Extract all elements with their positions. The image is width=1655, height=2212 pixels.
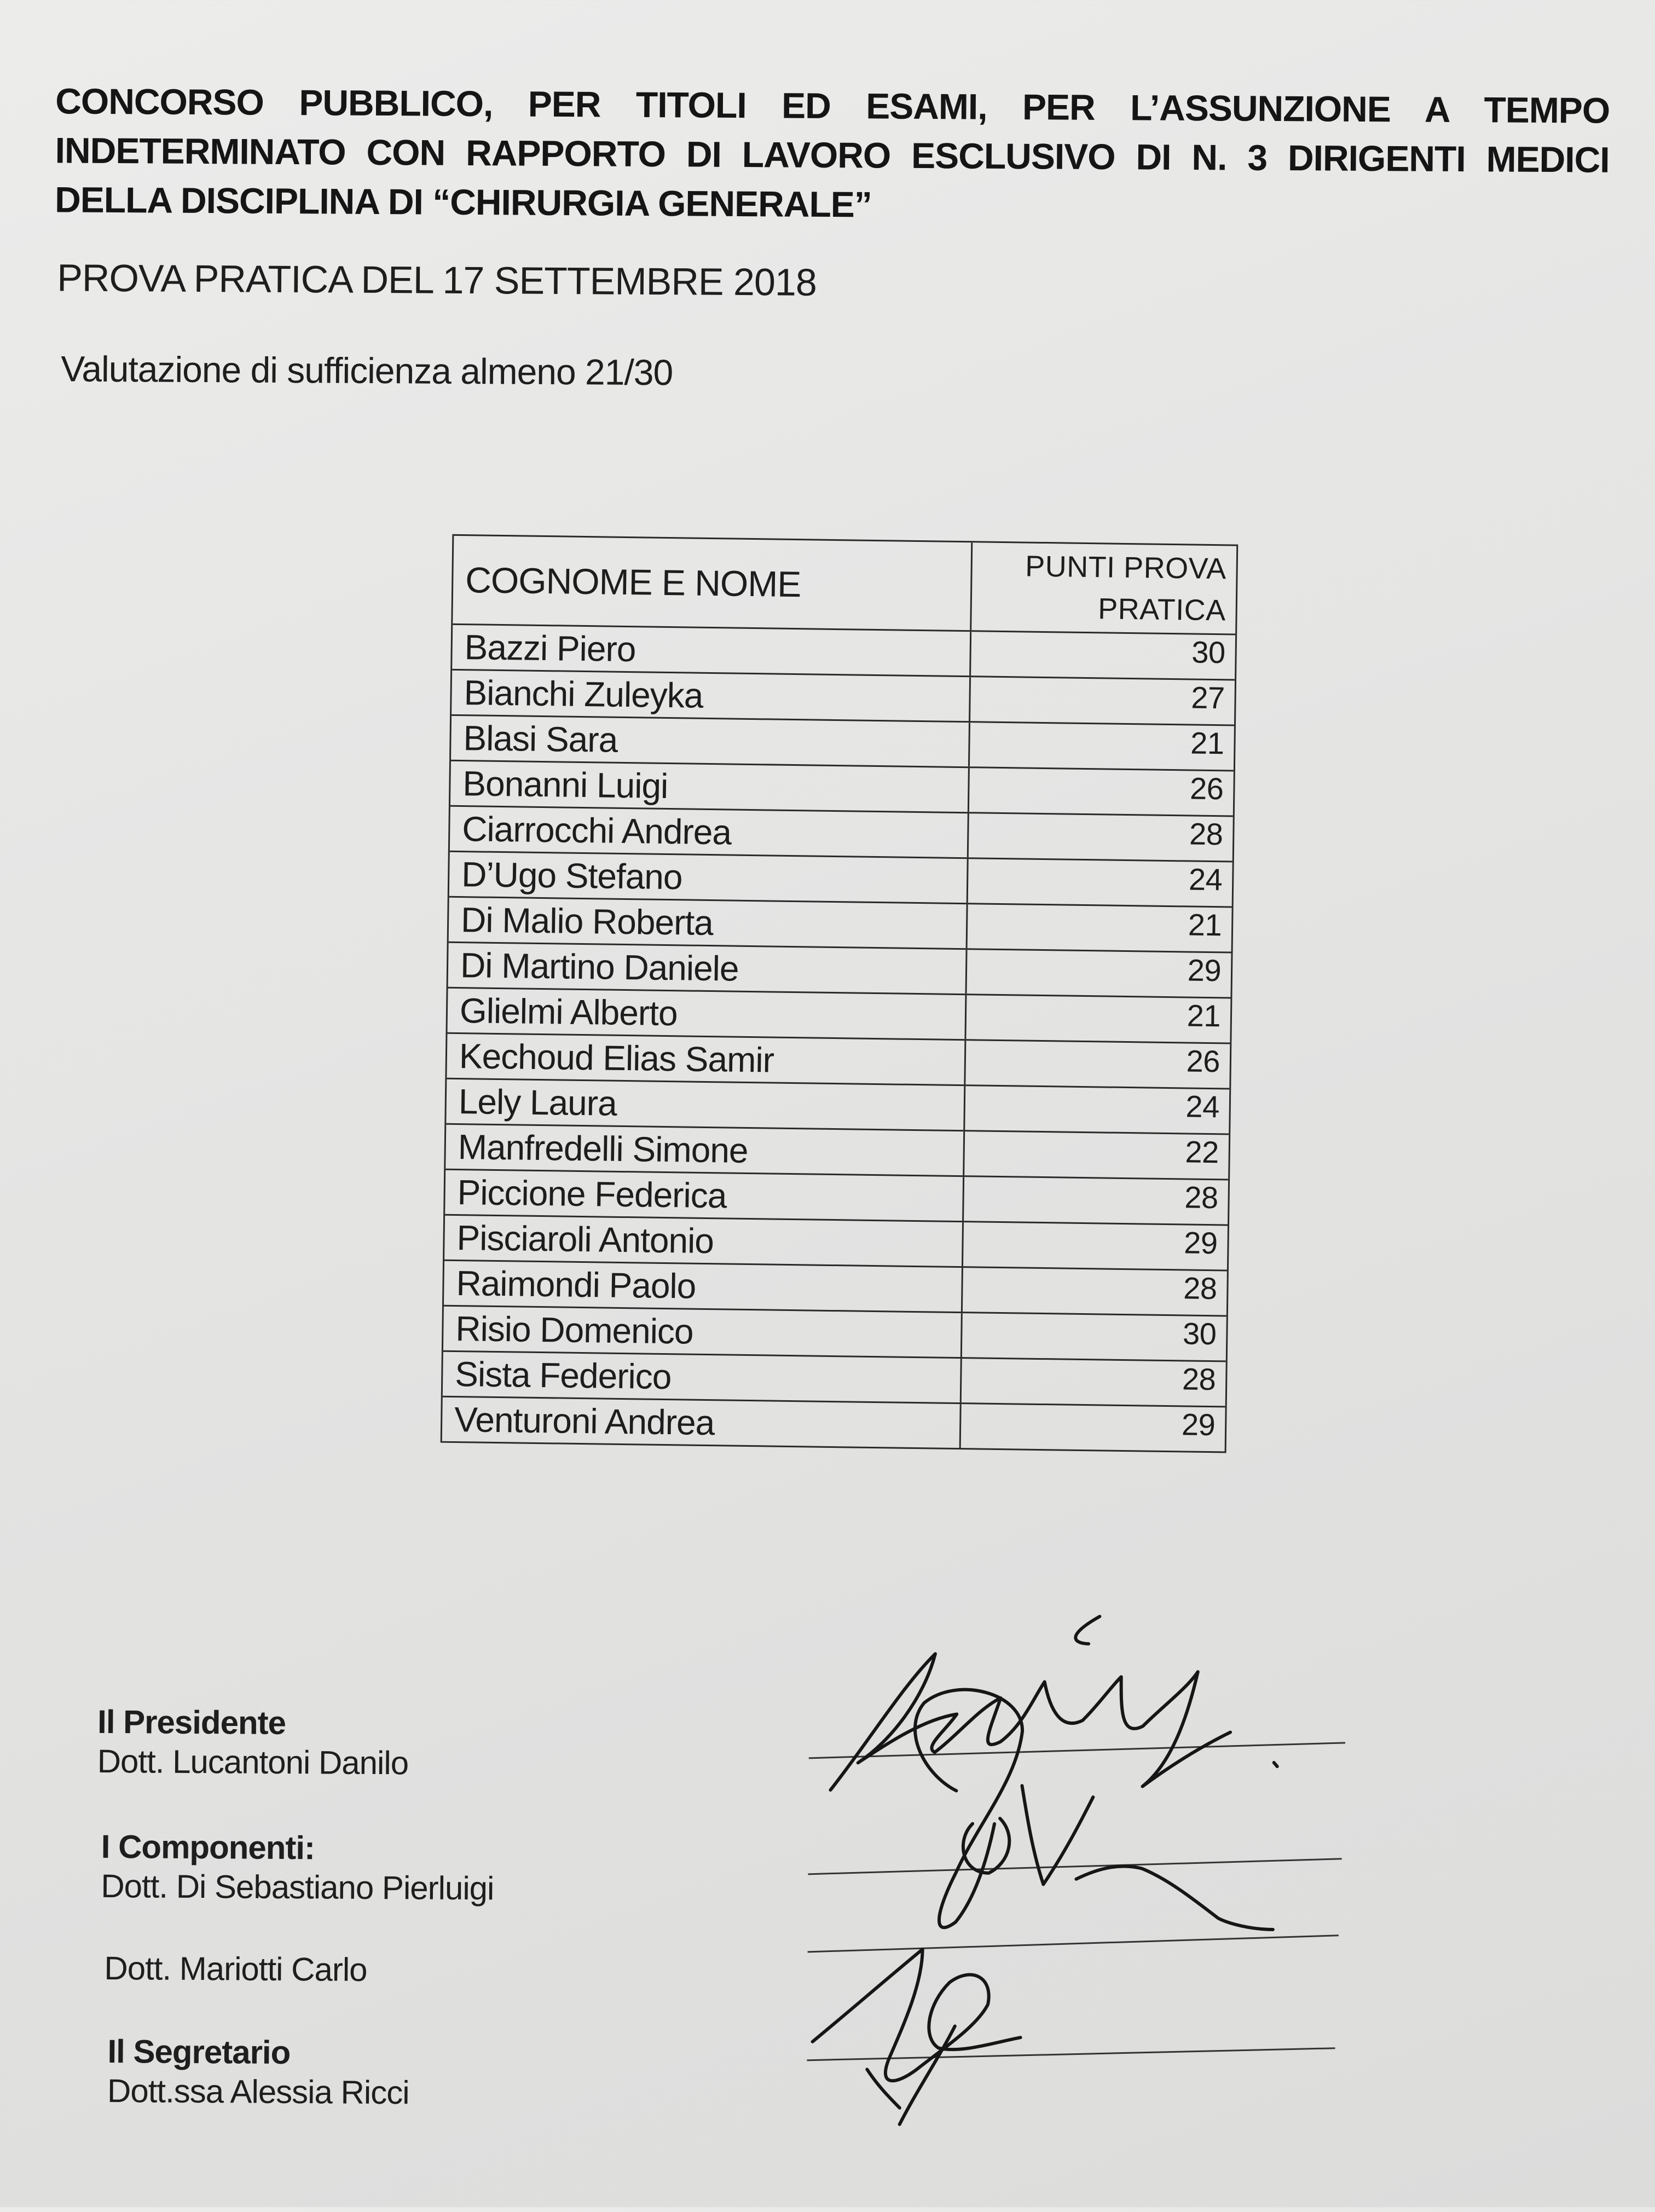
candidate-score: 28 [1184,1180,1219,1215]
secretary-name: Dott.ssa Alessia Ricci [107,2072,409,2111]
header-name [453,536,973,630]
candidate-name: Di Malio Roberta [449,898,968,948]
candidate-score: 28 [1189,816,1223,852]
header-name-label: COGNOME E NOME [465,559,801,605]
member2-signature-line [808,1932,1339,1955]
exam-date-subtitle: PROVA PRATICA DEL 17 SETTEMBRE 2018 [57,256,817,304]
passing-threshold-note: Valutazione di sufficienza almeno 21/30 [61,348,673,393]
document-heading: CONCORSO PUBBLICO, PER TITOLI ED ESAMI, PER L’ASSUNZIONE A TEMPO INDETERMINATO CON RAPPORTO DI LAVORO ESCLUSIVO DI N. 3 DIRIGENTI MEDICI DELLA DISCIPLINA DI “CHIRURGIA GENERALE” [54,80,1610,225]
candidate-name: Raimondi Paolo [444,1261,963,1312]
header-score-line1: PUNTI PROVA [1025,550,1227,586]
members-role: I Componenti: [101,1828,315,1867]
candidate-score: 29 [1187,952,1222,988]
candidate-score: 29 [1181,1407,1216,1442]
scores-table [441,534,1239,1453]
header-score-line2: PRATICA [1097,592,1226,627]
president-role: Il Presidente [97,1703,286,1741]
candidate-name: Pisciaroli Antonio [444,1216,964,1266]
candidate-score: 26 [1186,1043,1220,1079]
president-name: Dott. Lucantoni Danilo [97,1742,409,1782]
secretary-signature-line [807,2045,1335,2064]
candidate-name: Di Martino Daniele [448,943,968,994]
candidate-name: Glielmi Alberto [448,989,967,1039]
secretary-signature [812,1949,1021,2125]
secretary-block [107,2032,409,2112]
candidate-score: 30 [1182,1316,1217,1352]
member2-name: Dott. Mariotti Carlo [104,1949,367,1988]
members-block [101,1827,494,1908]
president-signature [830,1615,1278,1793]
candidate-score: 28 [1183,1270,1217,1306]
candidate-name: Bazzi Piero [452,625,971,675]
candidate-name: Blasi Sara [451,716,970,766]
member1-signature-line [808,1856,1341,1878]
member1-signature [914,1689,1275,1930]
candidate-name: Manfredelli Simone [445,1125,965,1175]
header-score [971,542,1236,633]
candidate-score: 26 [1189,771,1224,806]
candidate-score: 30 [1191,634,1226,670]
candidate-name: Risio Domenico [443,1307,963,1357]
candidate-name: Piccione Federica [445,1170,964,1221]
candidate-score: 27 [1190,680,1225,715]
president-block [97,1702,408,1783]
candidate-name: Ciarrocchi Andrea [450,807,969,857]
candidate-name: Venturoni Andrea [442,1397,962,1448]
candidate-score: 21 [1188,907,1222,943]
candidate-name: Bianchi Zuleyka [452,671,971,721]
candidate-score: 28 [1182,1361,1216,1397]
candidate-score: 21 [1190,725,1224,761]
member2-block [104,1949,367,1990]
candidate-score: 29 [1183,1225,1218,1261]
candidate-score: 22 [1185,1134,1219,1170]
candidate-name: Kechoud Elias Samir [447,1034,966,1084]
candidate-name: Sista Federico [443,1352,962,1402]
candidate-name: D’Ugo Stefano [449,852,969,903]
member1-name: Dott. Di Sebastiano Pierluigi [101,1867,494,1907]
candidate-score: 24 [1185,1089,1220,1124]
candidate-name: Bonanni Luigi [450,761,970,812]
candidate-score: 24 [1188,862,1223,897]
secretary-role: Il Segretario [107,2033,291,2071]
candidate-name: Lely Laura [446,1079,965,1130]
table-header-row [453,536,1236,634]
president-signature-line [809,1740,1345,1761]
candidate-score: 21 [1187,998,1221,1033]
